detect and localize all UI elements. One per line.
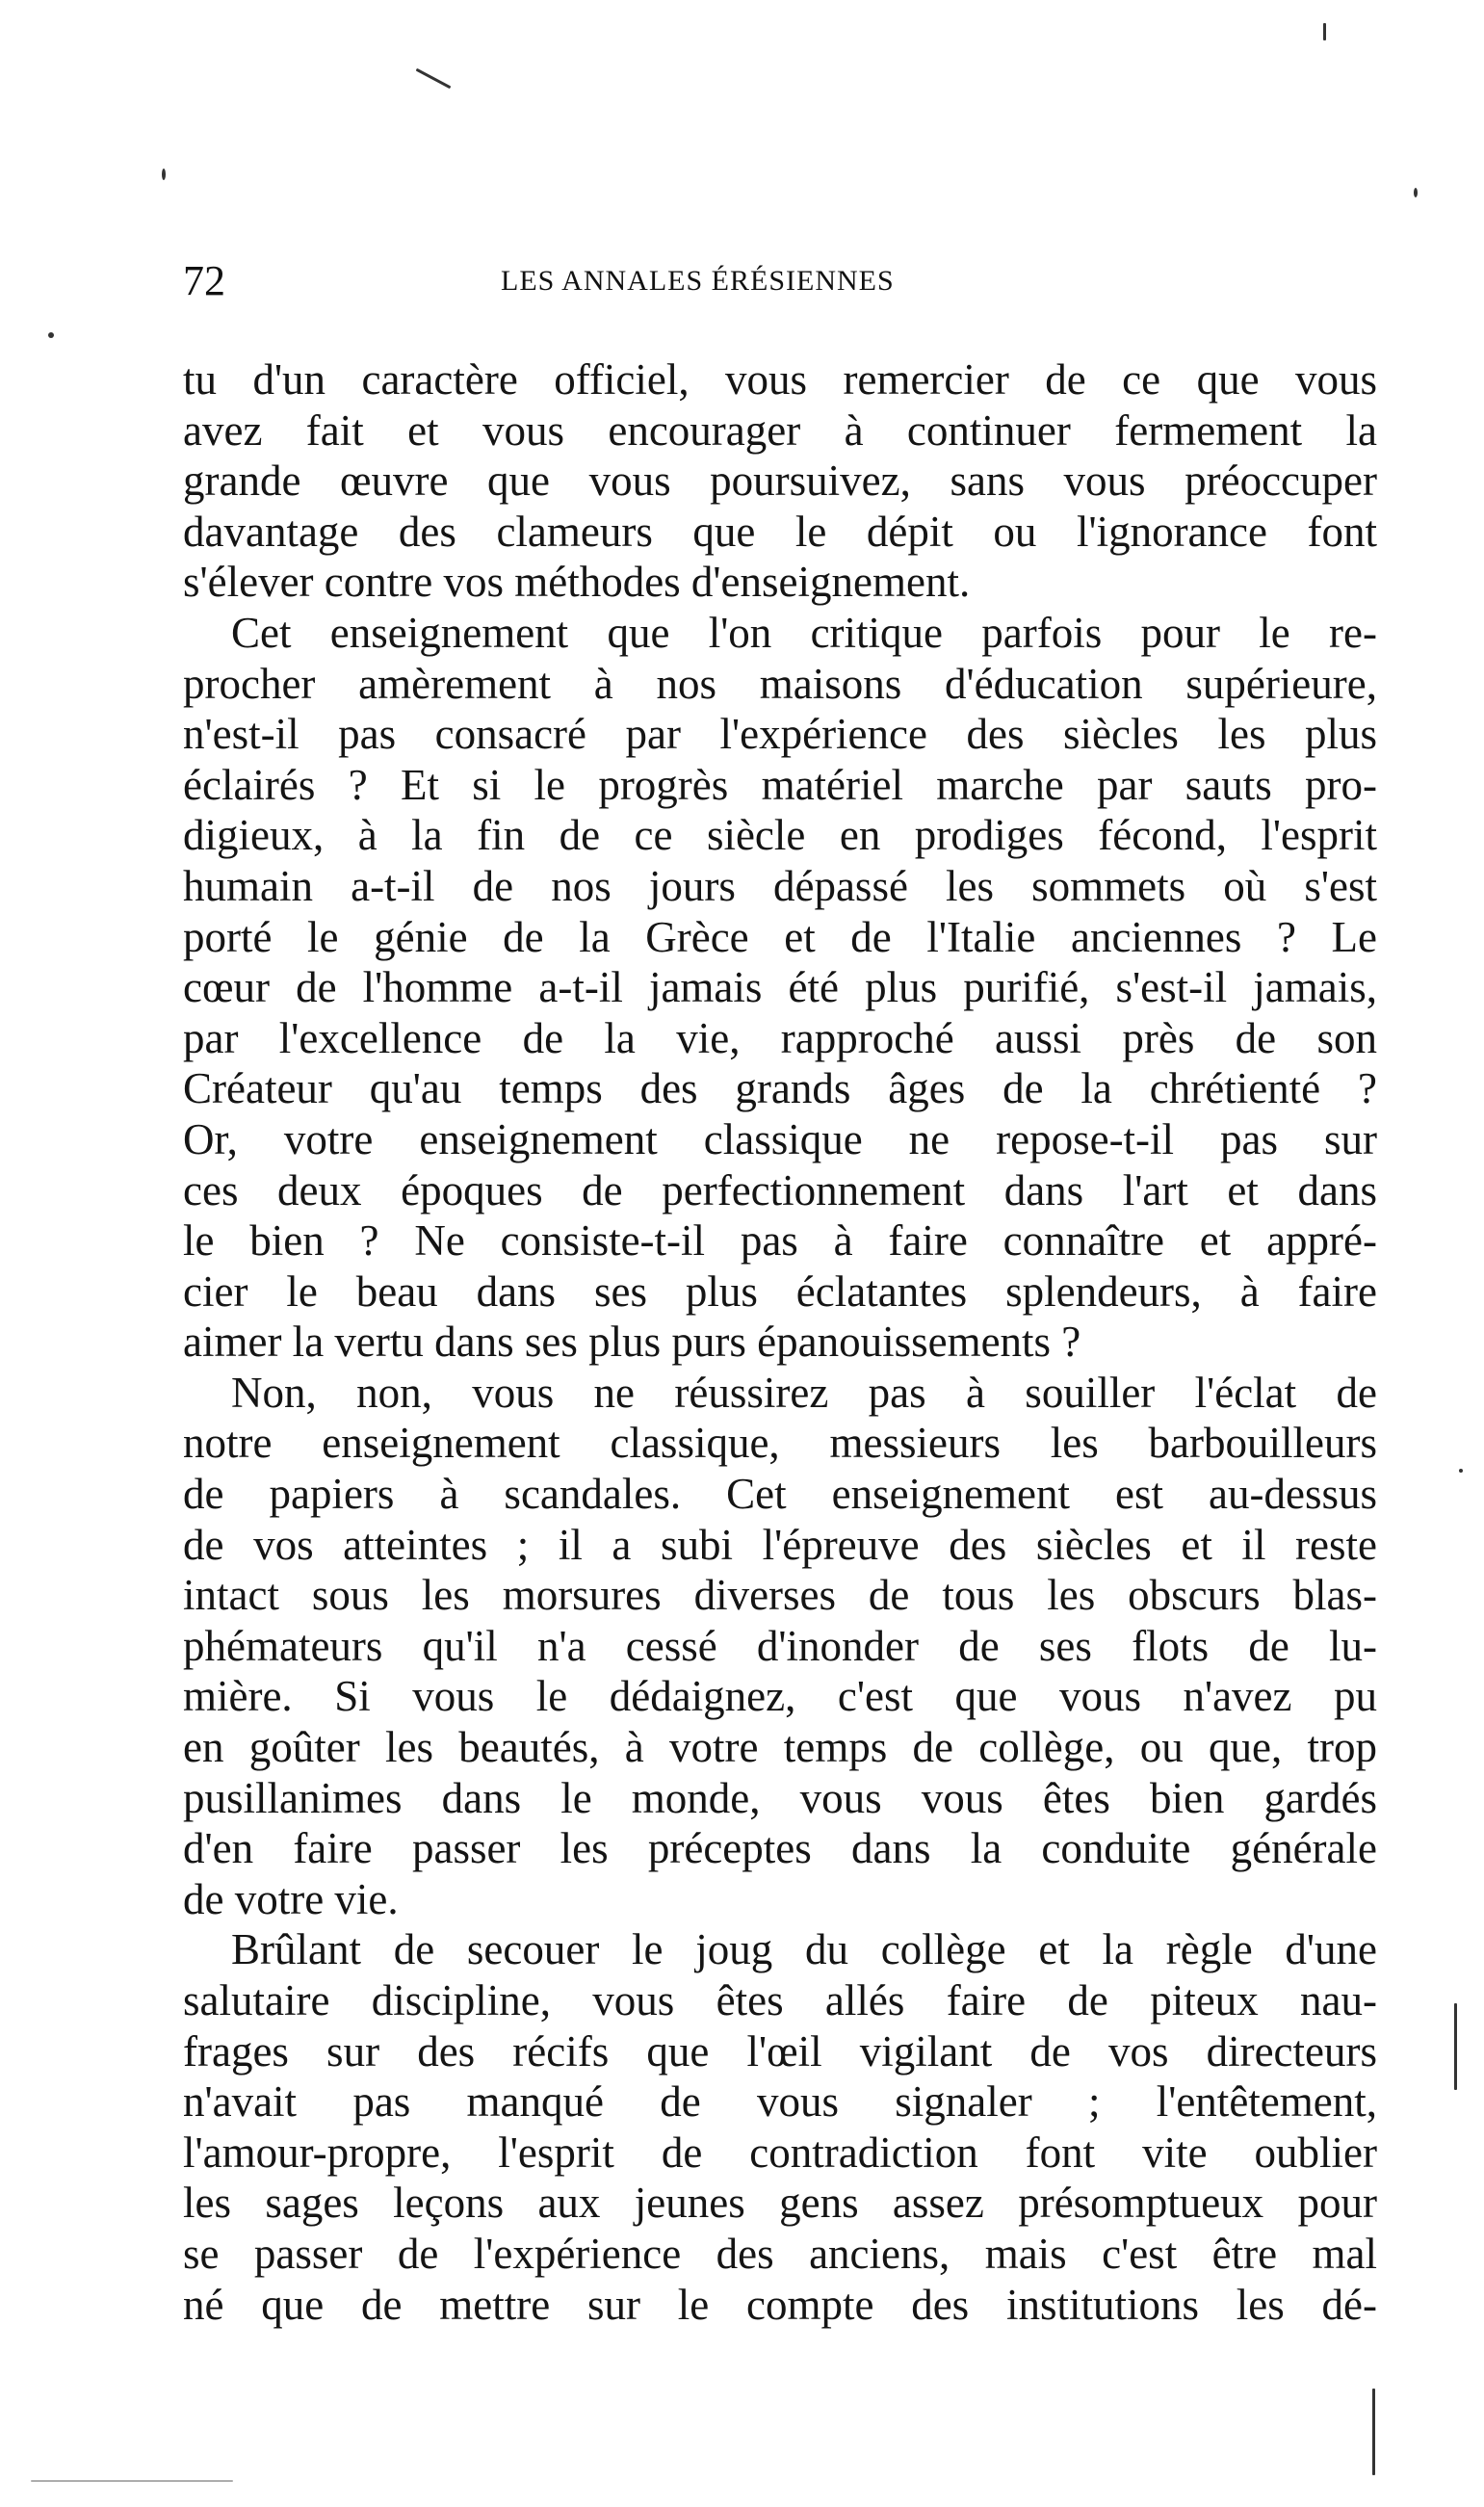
text-line: davantage des clameurs que le dépit ou l'ignorance font	[183, 507, 1377, 556]
text-line: pusillanimes dans le monde, vous vous êtes bien gardés	[183, 1773, 1377, 1822]
text-line: Non, non, vous ne réussirez pas à souiller l'éclat de	[231, 1368, 1377, 1417]
text-line: digieux, à la fin de ce siècle en prodiges fécond, l'esprit	[183, 811, 1377, 860]
text-line: frages sur des récifs que l'œil vigilant de vos directeurs	[183, 2026, 1377, 2076]
text-line: notre enseignement classique, messieurs les barbouilleurs	[183, 1419, 1377, 1468]
text-line: intact sous les morsures diverses de tous les obscurs blas-	[183, 1571, 1377, 1620]
text-line: tu d'un caractère officiel, vous remercier de ce que vous	[183, 355, 1377, 404]
scan-speck	[1459, 1469, 1463, 1473]
text-line: s'élever contre vos méthodes d'enseignement.	[183, 558, 971, 607]
scan-speck	[1414, 188, 1418, 197]
body-text	[183, 354, 1377, 2330]
text-line: le bien ? Ne consiste-t-il pas à faire connaître et appré-	[183, 1216, 1377, 1266]
text-line: n'est-il pas consacré par l'expérience des siècles les plus	[183, 710, 1377, 759]
page-number: 72	[183, 257, 225, 304]
text-line: Créateur qu'au temps des grands âges de la chrétienté ?	[183, 1064, 1377, 1113]
text-line: de papiers à scandales. Cet enseignement est au-dessus	[183, 1470, 1377, 1519]
text-line: phémateurs qu'il n'a cessé d'inonder de ses flots de lu-	[183, 1621, 1377, 1670]
text-line: Brûlant de secouer le joug du collège et la règle d'une	[231, 1925, 1377, 1974]
text-line: Or, votre enseignement classique ne repose-t-il pas sur	[183, 1114, 1377, 1163]
text-line: les sages leçons aux jeunes gens assez présomptueux pour	[183, 2179, 1377, 2228]
text-line: avez fait et vous encourager à continuer fermement la	[183, 405, 1377, 455]
text-line: aimer la vertu dans ses plus purs épanouissements ?	[183, 1318, 1081, 1367]
text-line: n'avait pas manqué de vous signaler ; l'entêtement,	[183, 2077, 1377, 2127]
text-line: porté le génie de la Grèce et de l'Italie anciennes ? Le	[183, 912, 1377, 961]
text-line: cœur de l'homme a-t-il jamais été plus purifié, s'est-il jamais,	[183, 963, 1377, 1012]
scan-speck	[1454, 2003, 1457, 2090]
text-line: en goûter les beautés, à votre temps de collège, ou que, trop	[183, 1723, 1377, 1772]
text-line: né que de mettre sur le compte des institutions les dé-	[183, 2280, 1377, 2329]
scan-speck	[1323, 23, 1326, 40]
scan-speck	[416, 68, 452, 89]
text-line: humain a-t-il de nos jours dépassé les sommets où s'est	[183, 861, 1377, 910]
scan-speck	[162, 169, 166, 180]
text-line: cier le beau dans ses plus éclatantes splendeurs, à faire	[183, 1267, 1377, 1316]
text-line: éclairés ? Et si le progrès matériel marche par sauts pro-	[183, 760, 1377, 809]
text-line: par l'excellence de la vie, rapproché aussi près de son	[183, 1013, 1377, 1062]
text-line: ces deux époques de perfectionnement dans l'art et dans	[183, 1165, 1377, 1214]
text-line: l'amour-propre, l'esprit de contradiction font vite oublier	[183, 2128, 1377, 2177]
running-title: LES ANNALES ÉRÉSIENNES	[501, 265, 895, 297]
text-line: d'en faire passer les préceptes dans la conduite générale	[183, 1824, 1377, 1873]
scan-speck	[31, 2480, 233, 2482]
text-line: grande œuvre que vous poursuivez, sans vous préoccuper	[183, 457, 1377, 506]
text-line: se passer de l'expérience des anciens, mais c'est être mal	[183, 2229, 1377, 2278]
scan-speck	[48, 332, 54, 338]
running-head	[183, 252, 1377, 310]
text-line: mière. Si vous le dédaignez, c'est que vous n'avez pu	[183, 1672, 1377, 1721]
text-line: procher amèrement à nos maisons d'éducation supérieure,	[183, 659, 1377, 708]
scan-speck	[1372, 2389, 1375, 2475]
text-line: salutaire discipline, vous êtes allés faire de piteux nau-	[183, 1976, 1377, 2024]
text-line: Cet enseignement que l'on critique parfois pour le re-	[231, 608, 1377, 657]
text-line: de vos atteintes ; il a subi l'épreuve des siècles et il reste	[183, 1520, 1377, 1569]
text-line: de votre vie.	[183, 1874, 399, 1923]
